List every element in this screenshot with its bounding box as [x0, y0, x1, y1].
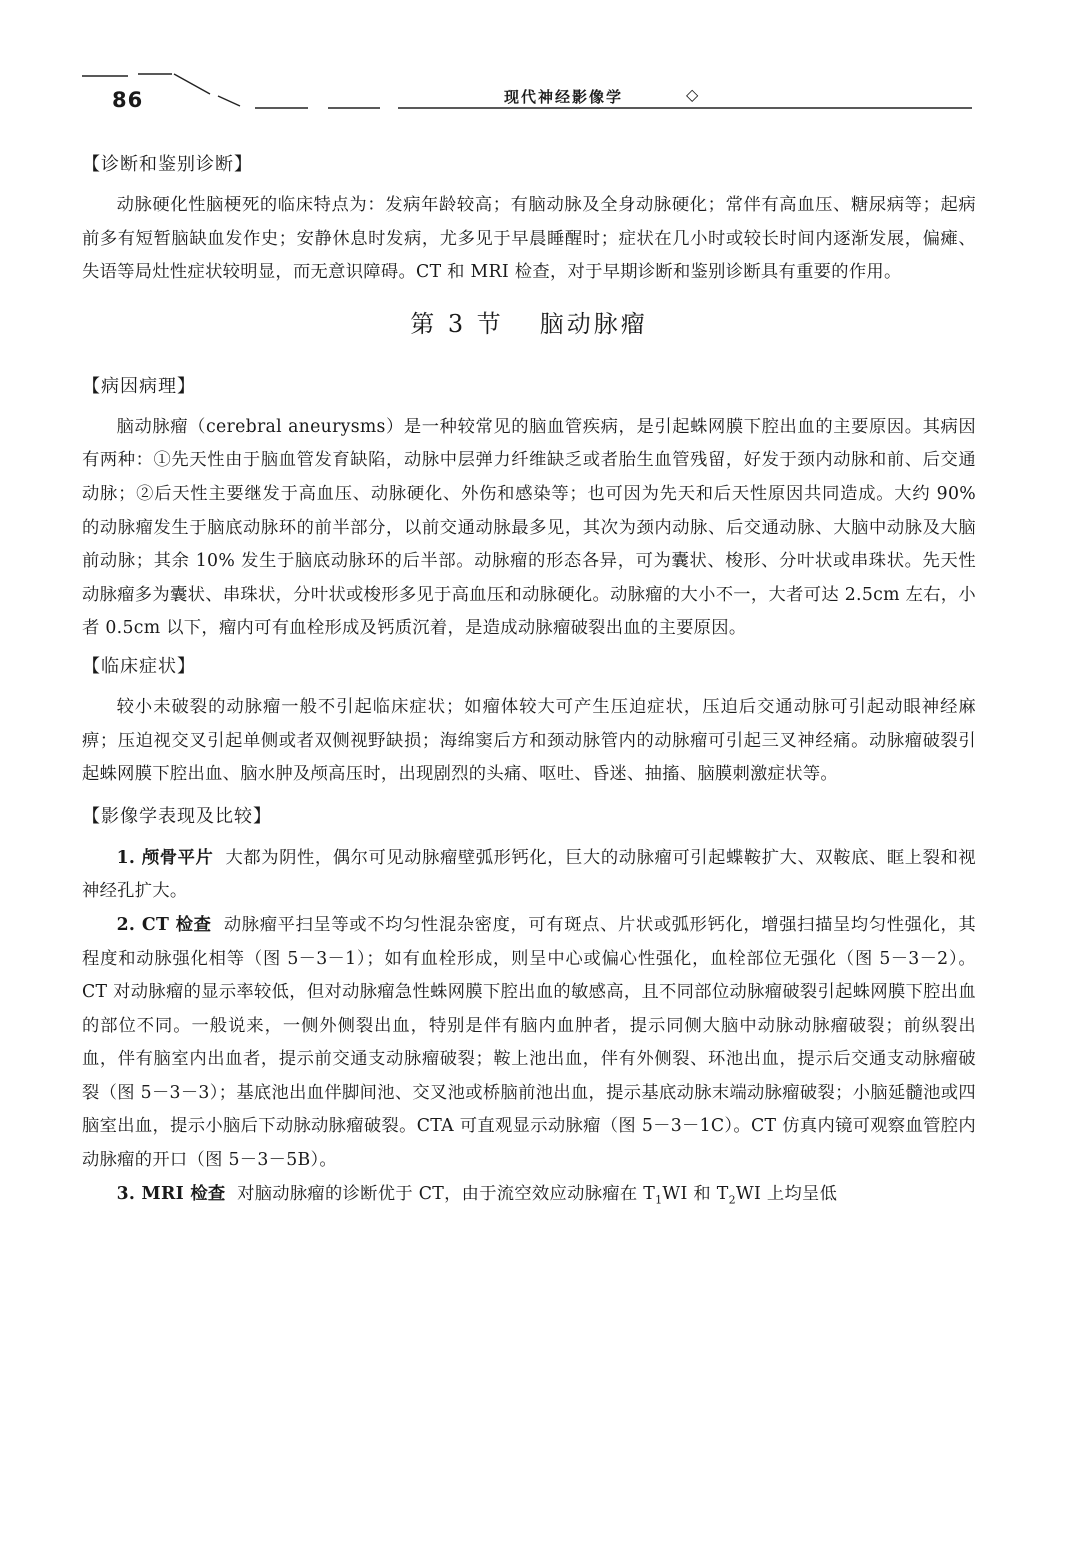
item-label-skull-film: 1. 颅骨平片	[116, 847, 214, 868]
paragraph-ct	[82, 909, 976, 1178]
item-label-mri: 3. MRI 检查	[116, 1183, 226, 1204]
running-title: 现代神经影像学	[504, 88, 624, 106]
section-number: 第 3 节	[410, 309, 504, 338]
item-label-ct: 2. CT 检查	[116, 914, 212, 935]
page-number: 86	[112, 88, 144, 112]
heading-diagnosis: 【诊断和鉴别诊断】	[82, 154, 253, 175]
paragraph-skull-film	[82, 842, 976, 909]
item-text-mri-c: WI 上均呈低	[735, 1183, 838, 1204]
heading-imaging: 【影像学表现及比较】	[82, 805, 272, 827]
paragraph-etiology: 脑动脉瘤（cerebral aneurysms）是一种较常见的脑血管疾病，是引起蛛网膜下腔出血的主要原因。其病因有两种：①先天性由于脑血管发育缺陷，动脉中层弹力纤维缺乏或者胎生血管残留，好发于颈内动脉和前、后交通动脉；②后天性主要继发于高血压、动脉硬化、外伤和感染等；也可因为先天和后天性原因共同造成。大约 90% 的动脉瘤发生于脑底动脉环的前半部分，以前交通动脉最多见，其次为颈内动脉、后交通动脉、大脑中动脉及大脑前动脉；其余 10% 发生于脑底动脉环的后半部。动脉瘤的形态各异，可为囊状、梭形、分叶状或串珠状。先天性动脉瘤多为囊状、串珠状，分叶状或梭形多见于高血压和动脉硬化。动脉瘤的大小不一，大者可达 2.5cm 左右，小者 0.5cm 以下，瘤内可有血栓形成及钙质沉着，是造成动脉瘤破裂出血的主要原因。	[82, 416, 976, 639]
subscript-1: 1	[655, 1193, 663, 1207]
item-text-mri-a: 对脑动脉瘤的诊断优于 CT，由于流空效应动脉瘤在 T	[237, 1183, 656, 1204]
heading-symptoms: 【临床症状】	[82, 655, 196, 677]
item-text-ct: 动脉瘤平扫呈等或不均匀性混杂密度，可有斑点、片状或弧形钙化，增强扫描呈均匀性强化，其程度和动脉强化相等（图 5－3－1）；如有血栓形成，则呈中心或偏心性强化，血栓部位无强化（图 5－3－2）。CT 对动脉瘤的显示率较低，但对动脉瘤急性蛛网膜下腔出血的敏感高，且不同部位动脉瘤破裂引起蛛网膜下腔出血的部位不同。一般说来，一侧外侧裂出血，特别是伴有脑内血肿者，提示同侧大脑中动脉动脉瘤破裂；前纵裂出血，伴有脑室内出血者，提示前交通支动脉瘤破裂；鞍上池出血，伴有外侧裂、环池出血，提示后交通支动脉瘤破裂（图 5－3－3）；基底池出血伴脚间池、交叉池或桥脑前池出血，提示基底动脉末端动脉瘤破裂；小脑延髓池或四脑室出血，提示小脑后下动脉动脉瘤破裂。CTA 可直观显示动脉瘤（图 5－3－1C）。CT 仿真内镜可观察血管腔内动脉瘤的开口（图 5－3－5B）。	[82, 914, 976, 1171]
item-text-skull-film: 大都为阴性，偶尔可见动脉瘤壁弧形钙化，巨大的动脉瘤可引起蝶鞍扩大、双鞍底、眶上裂和视神经孔扩大。	[82, 847, 976, 902]
section-name: 脑动脉瘤	[539, 309, 648, 338]
body-text	[82, 150, 976, 1217]
paragraph-mri	[82, 1178, 976, 1217]
heading-etiology: 【病因病理】	[82, 375, 196, 397]
section-title	[82, 304, 976, 344]
paragraph-symptoms: 较小未破裂的动脉瘤一般不引起临床症状；如瘤体较大可产生压迫症状，压迫后交通动脉可引起动眼神经麻痹；压迫视交叉引起单侧或者双侧视野缺损；海绵窦后方和颈动脉管内的动脉瘤可引起三叉神经痛。动脉瘤破裂引起蛛网膜下腔出血、脑水肿及颅高压时，出现剧烈的头痛、呕吐、昏迷、抽搐、脑膜刺激症状等。	[82, 696, 976, 785]
diamond-icon: ◇	[686, 85, 699, 104]
paragraph-diagnosis: 动脉硬化性脑梗死的临床特点为：发病年龄较高；有脑动脉及全身动脉硬化；常伴有高血压、糖尿病等；起病前多有短暂脑缺血发作史；安静休息时发病，尤多见于早晨睡醒时；症状在几小时或较长时间内逐渐发展，偏瘫、失语等局灶性症状较明显，而无意识障碍。CT 和 MRI 检查，对于早期诊断和鉴别诊断具有重要的作用。	[82, 195, 976, 283]
subscript-2: 2	[728, 1193, 736, 1207]
item-text-mri-b: WI 和 T	[662, 1183, 729, 1204]
